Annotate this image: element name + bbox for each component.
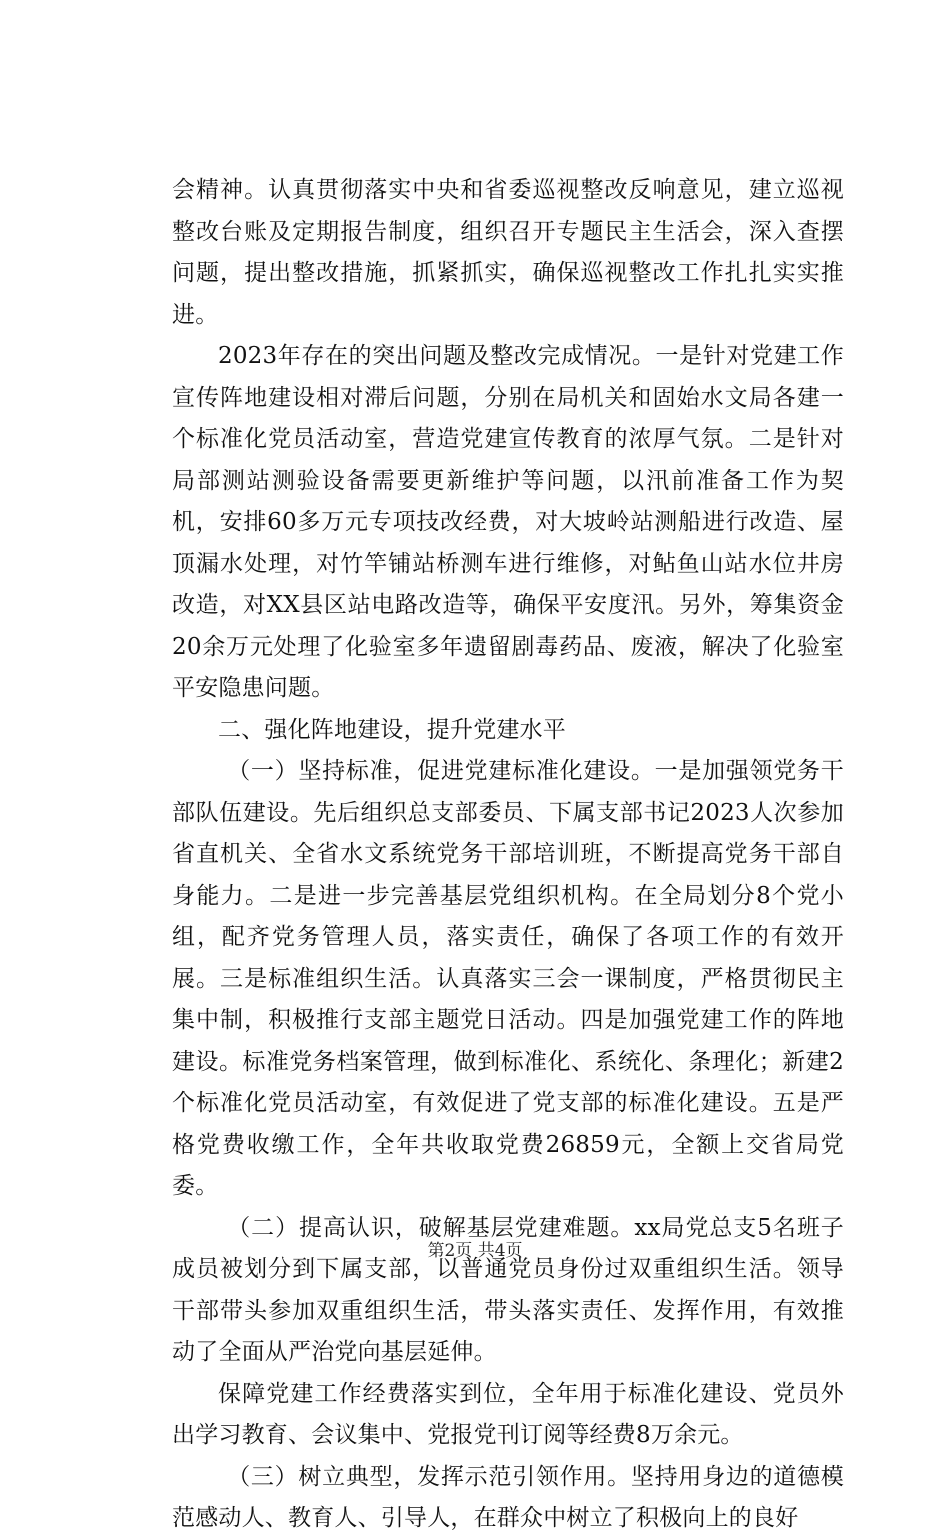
page-number-footer: 第2页 共4页 xyxy=(427,1241,523,1261)
paragraph-1: 会精神。认真贯彻落实中央和省委巡视整改反响意见，建立巡视整改台账及定期报告制度，组织召开专题民主生活会，深入查摆问题，提出整改措施，抓紧抓实，确保巡视整改工作扎扎实实推进。 xyxy=(172,177,844,328)
paragraph-3: （一）坚持标准，促进党建标准化建设。一是加强领党务干部队伍建设。先后组织总支部委员、下属支部书记2023人次参加省直机关、全省水文系统党务干部培训班，不断提高党务干部自身能力。二是进一步完善基层党组织机构。在全局划分8个党小组，配齐党务管理人员，落实责任，确保了各项工作的有效开展。三是标准组织生活。认真落实三会一课制度，严格贯彻民主集中制，积极推行支部主题党日活动。四是加强党建工作的阵地建设。标准党务档案管理，做到标准化、系统化、条理化；新建2个标准化党员活动室，有效促进了党支部的标准化建设。五是严格党费收缴工作，全年共收取党费26859元，全额上交省局党委。 xyxy=(172,758,844,1199)
paragraph-5: 保障党建工作经费落实到位，全年用于标准化建设、党员外出学习教育、会议集中、党报党刊订阅等经费8万余元。 xyxy=(172,1380,844,1448)
paragraph-4: （二）提高认识，破解基层党建难题。xx局党总支5名班子成员被划分到下属支部，以普通党员身份过双重组织生活。领导干部带头参加双重组织生活，带头落实责任、发挥作用，有效推动了全面从严治党向基层延伸。 xyxy=(172,1214,844,1365)
paragraph-6: （三）树立典型，发挥示范引领作用。坚持用身边的道德模范感动人、教育人、引导人，在群众中树立了积极向上的良好 xyxy=(172,1463,844,1531)
section-heading: 二、强化阵地建设，提升党建水平 xyxy=(218,716,566,743)
paragraph-2: 2023年存在的突出问题及整改完成情况。一是针对党建工作宣传阵地建设相对滞后问题，分别在局机关和固始水文局各建一个标准化党员活动室，营造党建宣传教育的浓厚气氛。二是针对局部测站测验设备需要更新维护等问题，以汛前准备工作为契机，安排60多万元专项技改经费，对大坡岭站测船进行改造、屋顶漏水处理，对竹竿铺站桥测车进行维修，对鲇鱼山站水位井房改造，对XX县区站电路改造等，确保平安度汛。另外，筹集资金20余万元处理了化验室多年遗留剧毒药品、废液，解决了化验室平安隐患问题。 xyxy=(172,343,844,701)
document-body xyxy=(172,170,844,1540)
